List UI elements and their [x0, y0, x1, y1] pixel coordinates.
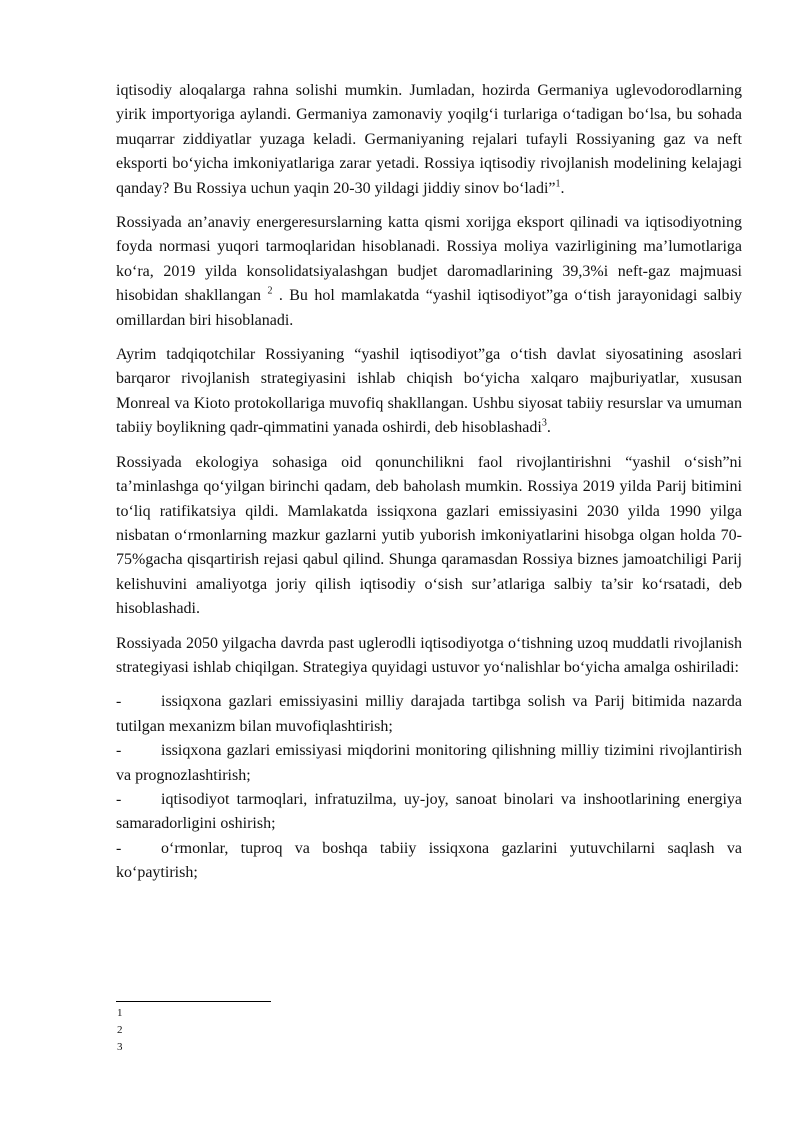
paragraph-2: Rossiyada an’anaviy energeresurslarning katta qismi xorijga eksport qilinadi va iqtisodiyotning foyda normasi yuqori tarmoqlaridan hisoblanadi. Rossiya moliya vazirligining ma’lumotlariga ko‘ra, 2019 yilda konsolidatsiyalashgan budjet daromadlarining 39,3%i neft-gaz majmuasi hisobidan shakllangan $^2$ . Bu hol mamlakatda “yashil iqtisodiyot”ga o‘tish jarayonidagi salbiy omillardan biri hisoblanadi.	[116, 214, 742, 329]
footnote-number-2: 2	[117, 1024, 123, 1036]
list-marker: -	[116, 839, 122, 857]
list-marker: -	[116, 790, 122, 808]
paragraph-1: iqtisodiy aloqalarga rahna solishi mumkin. Jumladan, hozirda Germaniya uglevodorodlarning yirik importyoriga aylandi. Germaniya zamonaviy yoqilg‘i turlariga o‘tadigan bo‘lsa, bu sohada muqarrar ziddiyatlar yuzaga keladi. Germaniyaning rejalari tufayli Rossiyaning gaz va neft eksporti bo‘yicha imkoniyatlariga zarar yetadi. Rossiya iqtisodiy rivojlanish modelining kelajagi qanday? Bu Rossiya uchun yaqin 20-30 yildagi jiddiy sinov bo‘ladi”$^1$.	[116, 82, 742, 197]
list-item: - iqtisodiyot tarmoqlari, infratuzilma, uy-joy, sanoat binolari va inshootlarining energiya samaradorligini oshirish;	[116, 788, 742, 837]
paragraph-5: Rossiyada 2050 yilgacha davrda past uglerodli iqtisodiyotga o‘tishning uzoq muddatli rivojlanish strategiyasi ishlab chiqilgan. Strategiya quyidagi ustuvor yo‘nalishlar bo‘yicha amalga oshiriladi:	[116, 634, 742, 676]
footnote-ref-1[interactable]: 1	[555, 178, 561, 190]
list-item: - issiqxona gazlari emissiyasi miqdorini monitoring qilishning milliy tizimini rivojlantirish va prognozlashtirish;	[116, 739, 742, 788]
priority-list	[116, 690, 742, 885]
list-item: - o‘rmonlar, tuproq va boshqa tabiiy issiqxona gazlarini yutuvchilarni saqlash va ko‘paytirish;	[116, 837, 742, 886]
paragraph-3: Ayrim tadqiqotchilar Rossiyaning “yashil iqtisodiyot”ga o‘tish davlat siyosatining asoslari barqaror rivojlanish strategiyasini ishlab chiqish bo‘yicha xalqaro majburiyatlar, xususan Monreal va Kioto protokollariga muvofiq shakllangan. Ushbu siyosat tabiiy resurslar va umuman tabiiy boylikning qadr-qimmatini yanada oshirdi, deb hisoblashadi$^3$.	[116, 346, 742, 437]
footnote-ref-2[interactable]: 2	[267, 285, 273, 297]
footnote-separator	[116, 1001, 271, 1002]
list-marker: -	[116, 742, 122, 760]
document-body	[116, 79, 742, 886]
paragraph-4: Rossiyada ekologiya sohasiga oid qonunchilikni faol rivojlantirishni “yashil o‘sish”ni ta’minlashga qo‘yilgan birinchi qadam, deb baholash mumkin. Rossiya 2019 yilda Parij bitimini to‘liq ratifikatsiya qildi. Mamlakatda issiqxona gazlari emissiyasini 2030 yilda 1990 yilga nisbatan o‘rmonlarning mazkur gazlarni yutib yuborish imkoniyatlarini hisobga olgan holda 70-75%gacha qisqartirish rejasi qabul qilind. Shunga qaramasdan Rossiya biznes jamoatchiligi Parij kelishuvini amaliyotga joriy qilish iqtisodiy o‘sish sur’atlariga salbiy ta’sir ko‘rsatadi, deb hisoblashadi.	[116, 453, 742, 618]
footnote-number-3: 3	[117, 1041, 123, 1053]
list-item: - issiqxona gazlari emissiyasini milliy darajada tartibga solish va Parij bitimida nazarda tutilgan mexanizm bilan muvofiqlashtirish;	[116, 690, 742, 739]
footnote-ref-3[interactable]: 3	[541, 417, 547, 429]
footnote-number-1: 1	[117, 1007, 123, 1019]
list-marker: -	[116, 693, 122, 711]
